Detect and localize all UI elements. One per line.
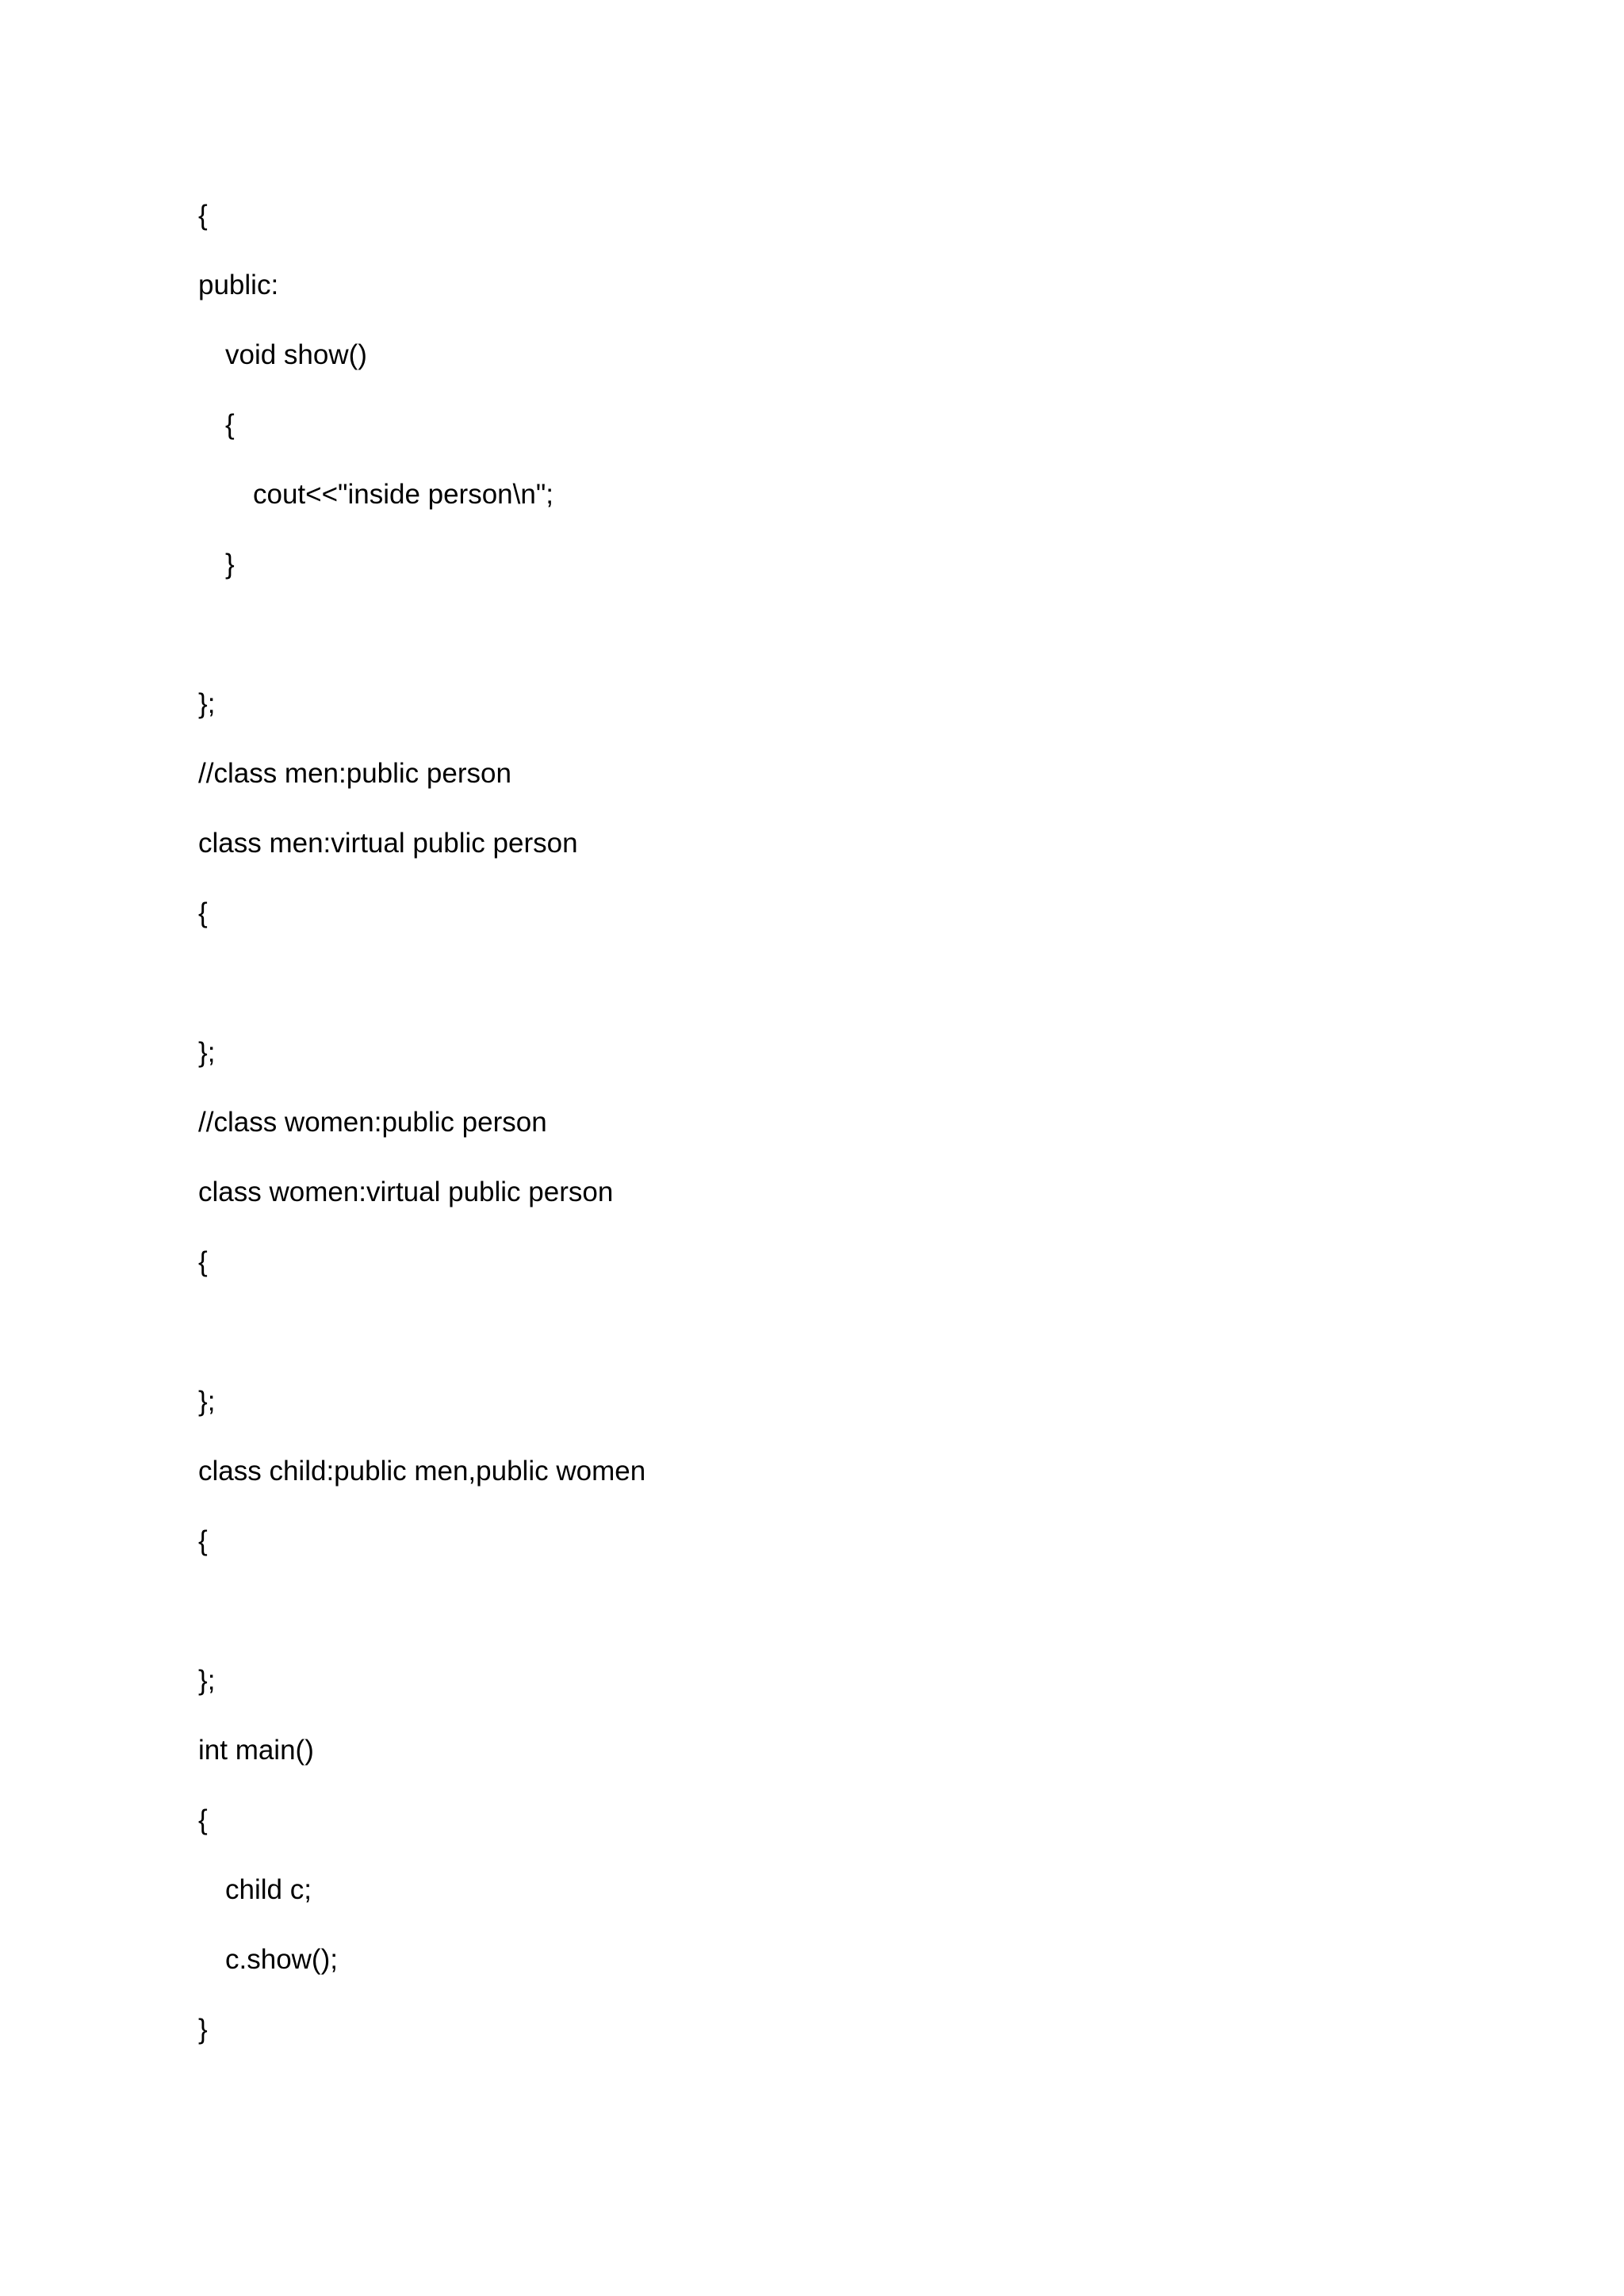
code-line-comment-women: //class women:public person	[198, 1107, 547, 1138]
code-line-main-open-brace: {	[198, 1804, 208, 1835]
code-line-class-child: class child:public men,public women	[198, 1456, 646, 1487]
code-line-comment-men: //class men:public person	[198, 758, 511, 789]
code-line-men-close: };	[198, 1037, 216, 1068]
code-line-men-open-brace: {	[198, 897, 208, 928]
code-line-show-call: c.show();	[225, 1944, 338, 1975]
code-line-class-women: class women:virtual public person	[198, 1177, 614, 1207]
code-line-class-close: };	[198, 688, 216, 719]
code-line-class-men: class men:virtual public person	[198, 828, 578, 859]
code-line-open-brace: {	[198, 200, 208, 231]
code-line-main-function: int main()	[198, 1735, 314, 1766]
code-line-show-method: void show()	[225, 339, 367, 370]
code-line-child-close: };	[198, 1665, 216, 1696]
code-line-women-open-brace: {	[198, 1246, 208, 1277]
code-line-women-close: };	[198, 1386, 216, 1417]
code-line-cout-statement: cout<<"inside person\n";	[253, 479, 553, 510]
code-line-main-close-brace: }	[198, 2014, 208, 2045]
code-line-method-open-brace: {	[225, 409, 235, 440]
code-line-child-object: child c;	[225, 1874, 312, 1905]
code-line-public-label: public:	[198, 270, 279, 300]
code-line-method-close-brace: }	[225, 549, 235, 580]
code-line-child-open-brace: {	[198, 1525, 208, 1556]
